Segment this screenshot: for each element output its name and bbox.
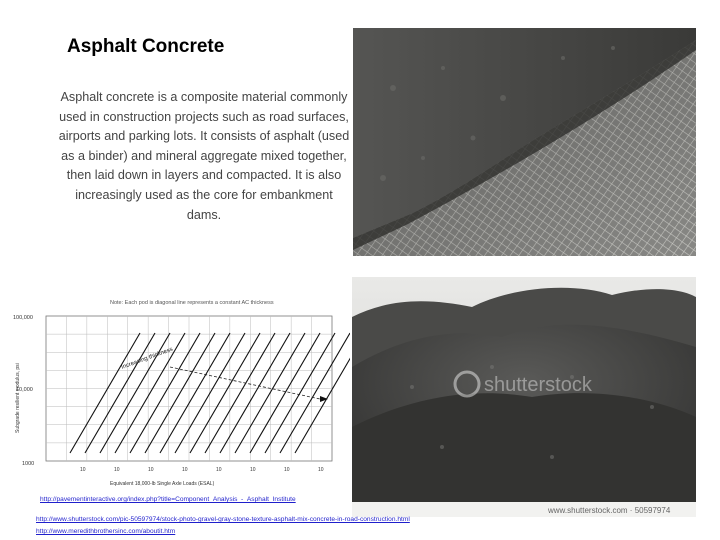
arrow-head [320,396,328,402]
thickness-line [295,333,350,453]
y-axis-label: Subgrade resilient modulus, psi [15,363,21,433]
y-tick-label: 10,000 [16,387,33,393]
x-tick-label: 10 [80,467,86,473]
asphalt-design-chart [10,293,350,501]
asphalt-mesh-photo [353,28,696,256]
x-tick-label: 10 [284,467,290,473]
photo-credit: www.shutterstock.com · 50597974 [548,506,671,515]
x-tick-label: 10 [114,467,120,473]
x-tick-label: 10 [148,467,154,473]
chart-note: Note: Each pod is diagonal line represents a constant AC thickness [110,300,274,306]
y-tick-label: 1000 [22,461,35,467]
x-tick-label: 10 [182,467,188,473]
slide-title: Asphalt Concrete [67,36,225,57]
reference-link-pavement[interactable]: http://pavementinteractive.org/index.php?title=Component_Analysis_-_Asphalt_Institute [40,496,296,503]
x-axis-label: Equivalent 18,000-lb Single Axle Loads (ESAL) [110,481,215,487]
thickness-line [85,333,155,453]
thickness-line [145,333,215,453]
x-tick-label: 10 [216,467,222,473]
x-tick-label: 10 [318,467,324,473]
x-tick-label: 10 [250,467,256,473]
asphalt-piles-photo [352,277,696,517]
reference-link-meredith[interactable]: http://www.meredithbrothersinc.com/aboutit.htm [36,528,176,535]
thickness-annotation: Increasing thickness [120,346,174,371]
slide-body-text: Asphalt concrete is a composite material commonly used in construction projects such as road surfaces, airports and parking lots. It consists of asphalt (used as a binder) and mineral aggregate mixed together, then laid down in layers and compacted. It is also increasingly used as the core for embankment dams. [58,90,350,222]
thickness-line [115,333,185,453]
thickness-line [70,333,140,453]
thickness-line [190,333,260,453]
thickness-line [220,333,290,453]
thickness-line [265,333,335,453]
watermark-text: shutterstock [484,374,592,396]
thickness-line [250,333,320,453]
thickness-line [280,333,350,453]
thickness-line [175,333,245,453]
thickness-line [235,333,305,453]
thickness-line [205,333,275,453]
reference-link-shutterstock[interactable]: http://www.shutterstock.com/pic-50597974/stock-photo-gravel-gray-stone-texture-asphalt-mix-concrete-in-road-construction.html [36,516,410,523]
y-tick-label: 100,000 [13,315,33,321]
